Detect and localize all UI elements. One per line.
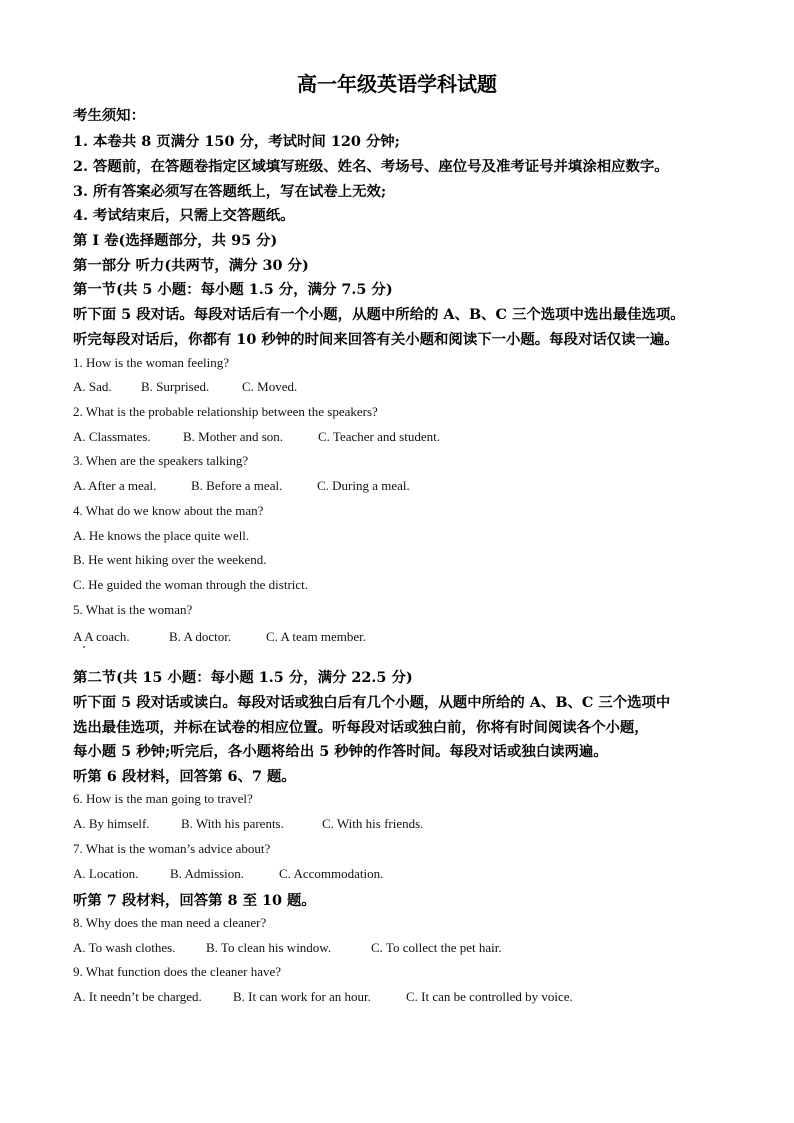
q1-option-b: B. Surprised.: [141, 379, 210, 394]
section2-instruction-3: 每小题 5 秒钟;听完后，各小题将给出 5 秒钟的作答时间。每段对话或独白读两遍。: [73, 743, 608, 760]
question-2-stem: 2. What is the probable relationship between the speakers?: [73, 404, 378, 419]
section1-instruction-2: 听完每段对话后，你都有 10 秒钟的时间来回答有关小题和阅读下一小题。每段对话仅读一遍。: [73, 331, 679, 348]
q4-option-a: A. He knows the place quite well.: [73, 528, 250, 543]
q8-option-c: C. To collect the pet hair.: [371, 940, 502, 955]
notice-heading: 考生须知：: [73, 107, 145, 124]
q3-option-a: A. After a meal.: [73, 478, 157, 493]
section1-heading: 第一节(共 5 小题：每小题 1.5 分，满分 7.5 分): [73, 281, 393, 298]
q9-option-b: B. It can work for an hour.: [233, 989, 371, 1004]
part1-heading: 第一部分 听力(共两节，满分 30 分): [73, 257, 309, 274]
notice-item-3: 3. 所有答案必须写在答题纸上，写在试卷上无效;: [73, 183, 387, 200]
q7-option-a: A. Location.: [73, 866, 139, 881]
question-9-options: [73, 989, 573, 1005]
page-title: 高一年级英语学科试题: [297, 72, 497, 96]
q6-option-c: C. With his friends.: [322, 816, 424, 831]
question-4-stem: 4. What do we know about the man?: [73, 503, 264, 518]
q5-option-c: C. A team member.: [266, 629, 367, 644]
material-7-heading: 听第 7 段材料，回答第 8 至 10 题。: [73, 892, 316, 909]
section2-instruction-1: 听下面 5 段对话或读白。每段对话或独白后有几个小题，从题中所给的 A、B、C 三个选项中: [73, 694, 671, 711]
q8-option-b: B. To clean his window.: [206, 940, 332, 955]
q7-option-b: B. Admission.: [170, 866, 245, 881]
q3-option-b: B. Before a meal.: [191, 478, 283, 493]
notice-item-2: 2. 答题前，在答题卷指定区域填写班级、姓名、考场号、座位号及准考证号并填涂相应数字。: [73, 158, 669, 175]
q9-option-a: A. It needn’t be charged.: [73, 989, 202, 1004]
q1-option-c: C. Moved.: [242, 379, 298, 394]
question-6-options: [73, 816, 424, 832]
q4-option-b: B. He went hiking over the weekend.: [73, 552, 267, 567]
question-1-options: [73, 379, 298, 395]
q2-option-a: A. Classmates.: [73, 429, 151, 444]
notice-item-1: 1. 本卷共 8 页满分 150 分，考试时间 120 分钟;: [73, 133, 400, 150]
notice-item-4: 4. 考试结束后，只需上交答题纸。: [73, 207, 295, 224]
q6-option-a: A. By himself.: [73, 816, 150, 831]
question-9-stem: 9. What function does the cleaner have?: [73, 964, 282, 979]
q9-option-c: C. It can be controlled by voice.: [406, 989, 573, 1004]
question-8-stem: 8. Why does the man need a cleaner?: [73, 915, 267, 930]
q4-option-c: C. He guided the woman through the district.: [73, 577, 309, 592]
question-5-stem: 5. What is the woman?: [73, 602, 193, 617]
question-8-options: [73, 940, 502, 956]
q7-option-c: C. Accommodation.: [279, 866, 384, 881]
q3-option-c: C. During a meal.: [317, 478, 410, 493]
material-6-heading: 听第 6 段材料，回答第 6、7 题。: [73, 768, 296, 785]
question-5-options: [73, 629, 367, 645]
question-7-options: [73, 866, 384, 882]
section2-instruction-2: 选出最佳选项，并标在试卷的相应位置。听每段对话或独白前，你将有时间阅读各个小题，: [73, 719, 649, 736]
stray-dot-mark: [83, 646, 85, 648]
q2-option-b: B. Mother and son.: [183, 429, 284, 444]
q8-option-a: A. To wash clothes.: [73, 940, 176, 955]
question-7-stem: 7. What is the woman’s advice about?: [73, 841, 271, 856]
section1-instruction-1: 听下面 5 段对话。每段对话后有一个小题，从题中所给的 A、B、C 三个选项中选出最佳选项。: [73, 306, 685, 323]
q5-option-a: A A coach.: [73, 629, 130, 644]
volume-heading: 第 Ⅰ 卷(选择题部分，共 95 分): [73, 232, 278, 249]
section2-heading: 第二节(共 15 小题：每小题 1.5 分，满分 22.5 分): [73, 669, 413, 686]
question-6-stem: 6. How is the man going to travel?: [73, 791, 253, 806]
question-2-options: [73, 429, 440, 445]
q6-option-b: B. With his parents.: [181, 816, 284, 831]
q5-option-b: B. A doctor.: [169, 629, 232, 644]
question-3-stem: 3. When are the speakers talking?: [73, 453, 249, 468]
q1-option-a: A. Sad.: [73, 379, 112, 394]
q2-option-c: C. Teacher and student.: [318, 429, 440, 444]
question-1-stem: 1. How is the woman feeling?: [73, 355, 229, 370]
question-3-options: [73, 478, 410, 494]
